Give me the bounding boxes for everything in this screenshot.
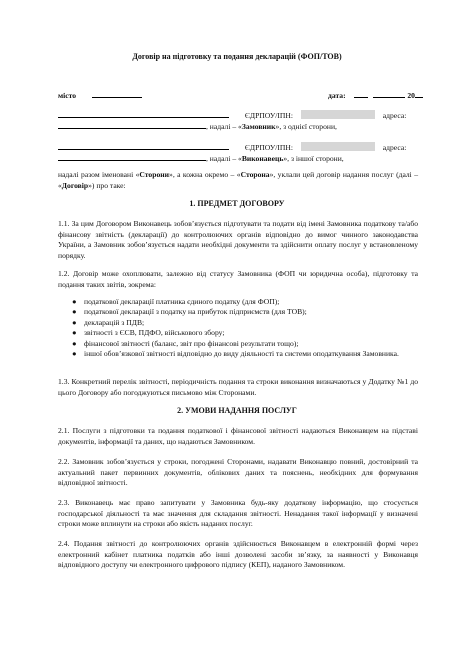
party1-hereinafter: , надалі – «	[206, 122, 242, 131]
list-item	[58, 328, 418, 338]
party2-hereinafter: , надалі – «	[206, 154, 242, 163]
preamble-text-2: », а кожна окремо – «	[169, 170, 241, 179]
party1-address-label: адреса:	[382, 111, 407, 120]
clause-2-1: 2.1. Послуги з підготовки та подання податкової і фінансової звітності надаються Виконавцем на підставі документів, інформації та даних, що надаються Замовником.	[58, 426, 418, 446]
clause-2-3: 2.3. Виконавець має право запитувати у Замовника будь-яку додаткову інформацію, що стосується господарської діяльності та має значення для складання звітності. Ненадання такої інформації у визначені строки може вплинути на строки або якість наданих послуг.	[58, 498, 418, 529]
section2-heading: 2. УМОВИ НАДАННЯ ПОСЛУГ	[177, 406, 297, 415]
list-item-text: декларацій з ПДВ;	[84, 317, 145, 327]
bullet-icon: ●	[72, 307, 77, 317]
clause-1-1: 1.1. За цим Договором Виконавець зобов’язується підготувати та подати від імені Замовника податкову та/або фінансову звітність (декларації) до контролюючих органів відповідно до вимог чинного законодавства України, а Замовник зобов’язується надати необхідні документи та здійснити оплату послуг у встановленому порядку.	[58, 219, 418, 260]
party2-address-blank[interactable]	[58, 152, 206, 161]
document-title: Договір на підготовку та подання декларацій (ФОП/ТОВ)	[132, 52, 342, 61]
place-date-row	[58, 89, 418, 101]
list-item-text: звітності з ЄСВ, ПДФО, військового збору;	[84, 328, 225, 338]
report-list	[58, 297, 418, 359]
clause-1-2: 1.2. Договір може охоплювати, залежно від статусу Замовника (ФОП чи юридична особа), підготовку та подання таких звітів, зокрема:	[58, 269, 418, 289]
party1-address-blank[interactable]	[58, 120, 206, 129]
preamble-text-4: ») про таке:	[88, 180, 126, 190]
party2-edrpou-field[interactable]	[301, 142, 375, 151]
party1-row2	[58, 120, 418, 132]
bullet-icon: ●	[72, 297, 77, 306]
party1-name-blank[interactable]	[58, 109, 229, 118]
list-item	[58, 307, 418, 317]
party2-row2	[58, 152, 418, 164]
preamble-contract: Договір	[61, 180, 89, 190]
party2-tail: », з іншої сторони,	[283, 154, 344, 163]
list-item	[58, 297, 418, 307]
date-day-blank[interactable]	[354, 89, 368, 98]
bullet-icon: ●	[72, 328, 77, 338]
bullet-icon: ●	[72, 338, 77, 348]
list-item-text: фінансової звітності (баланс, звіт про фінансові результати тощо);	[84, 338, 299, 348]
list-item-text: податкової декларації платника єдиного податку (для ФОП);	[84, 297, 280, 306]
preamble-text-1: надалі разом іменовані «	[58, 170, 140, 179]
place-blank[interactable]	[92, 89, 142, 98]
date-month-blank[interactable]	[373, 89, 405, 98]
party2-name-blank[interactable]	[58, 141, 229, 150]
date-year-blank[interactable]	[415, 89, 423, 98]
date-year: 20	[407, 91, 415, 100]
party1-edrpou-field[interactable]	[301, 110, 375, 119]
bullet-icon: ●	[72, 317, 77, 327]
preamble-side: Сторона	[240, 170, 270, 179]
preamble-text-3: », уклали цей договір надання послуг (далі – «	[58, 170, 418, 190]
list-item	[58, 349, 418, 359]
list-item-text: іншої обов’язкової звітності відповідно до виду діяльності та системи оподаткування Замовника.	[84, 349, 399, 359]
party2-edrpou-label: ЄДРПОУ/ІПН:	[244, 143, 293, 152]
list-item	[58, 318, 418, 328]
date-label: дата	[328, 91, 344, 100]
clause-2-2: 2.2. Замовник зобов’язується у строки, погоджені Сторонами, надавати Виконавцю повний, достовірний та актуальний пакет первинних документів, облікових даних та пояснень, необхідних для формування відповідної звітності.	[58, 457, 418, 488]
place-label: місто	[58, 91, 77, 100]
party1-tail: », з однієї сторони,	[275, 122, 337, 131]
party1-edrpou-label: ЄДРПОУ/ІПН:	[244, 111, 293, 120]
clause-1-3: 1.3. Конкретний перелік звітності, періодичність подання та строки виконання визначаються у Додатку №1 до цього Договору або погоджуються письмово між Сторонами.	[58, 377, 418, 397]
preamble	[58, 170, 418, 191]
list-item	[58, 339, 418, 349]
party2-address-label: адреса:	[382, 143, 407, 152]
section1-heading: 1. ПРЕДМЕТ ДОГОВОРУ	[189, 199, 285, 208]
bullet-icon: ●	[72, 349, 77, 359]
party2-role: Виконавець	[241, 154, 284, 163]
clause-2-4: 2.4. Подання звітності до контролюючих органів здійснюється Виконавцем в електронній формі через електронний кабінет платника податків або інші дозволені засоби зв’язку, за наявності у Виконавця відповідного доступу чи електронного цифрового підпису (КЕП), наданого Замовником.	[58, 539, 418, 570]
preamble-sides: Сторони	[139, 170, 170, 179]
date-block: дата: 20	[328, 89, 423, 101]
party1-role: Замовник	[241, 122, 276, 131]
list-item-text: податкової декларації з податку на прибуток підприємств (для ТОВ);	[84, 307, 307, 317]
